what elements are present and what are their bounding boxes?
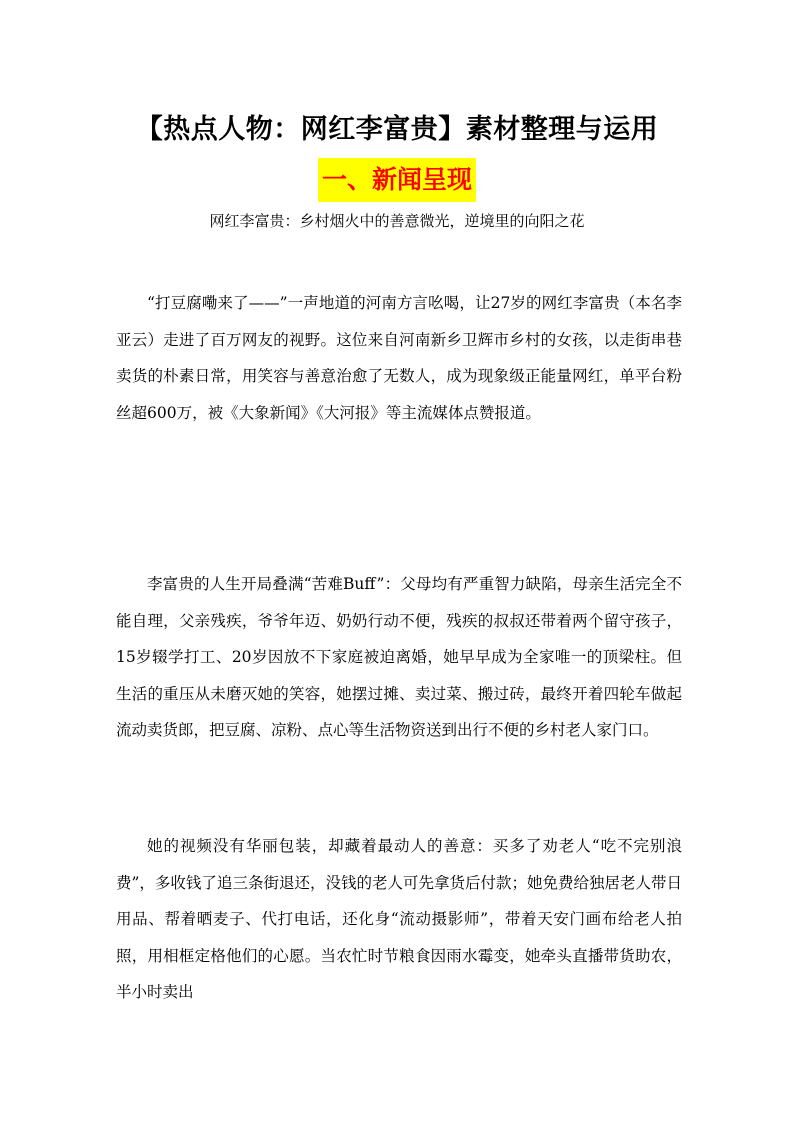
section-title-highlight: 一、新闻呈现 xyxy=(318,158,476,202)
paragraph-2: 李富贵的人生开局叠满“苦难Buff”：父母均有严重智力缺陷，母亲生活完全不能自理，父亲残疾，爷爷年迈、奶奶行动不便，残疾的叔叔还带着两个留守孩子，15岁辍学打工、20岁因放不下家庭被迫离婚，她早早成为全家唯一的顶梁柱。但生活的重压从未磨灭她的笑容，她摆过摊、卖过菜、搬过砖，最终开着四轮车做起流动卖货郎，把豆腐、凉粉、点心等生活物资送到出行不便的乡村老人家门口。 xyxy=(116,575,682,739)
paragraph-1: “打豆腐嘞来了——”一声地道的河南方言吆喝，让27岁的网红李富贵（本名李亚云）走进了百万网友的视野。这位来自河南新乡卫辉市乡村的女孩，以走街串巷卖货的朴素日常，用笑容与善意治愈了无数人，成为现象级正能量网红，单平台粉丝超600万，被《大象新闻》《大河报》等主流媒体点赞报道。 xyxy=(116,294,682,422)
document-title: 【热点人物：网红李富贵】素材整理与运用 xyxy=(135,114,659,145)
paragraph-3: 她的视频没有华丽包装，却藏着最动人的善意：买多了劝老人“吃不完别浪费”，多收钱了追三条街退还，没钱的老人可先拿货后付款；她免费给独居老人带日用品、帮着晒麦子、代打电话，还化身“流动摄影师”，带着天安门画布给老人拍照，用相框定格他们的心愿。当农忙时节粮食因雨水霉变，她牵头直播带货助农，半小时卖出 xyxy=(116,837,682,1001)
article-subtitle: 网红李富贵：乡村烟火中的善意微光，逆境里的向阳之花 xyxy=(209,212,585,230)
section-heading xyxy=(0,158,794,202)
